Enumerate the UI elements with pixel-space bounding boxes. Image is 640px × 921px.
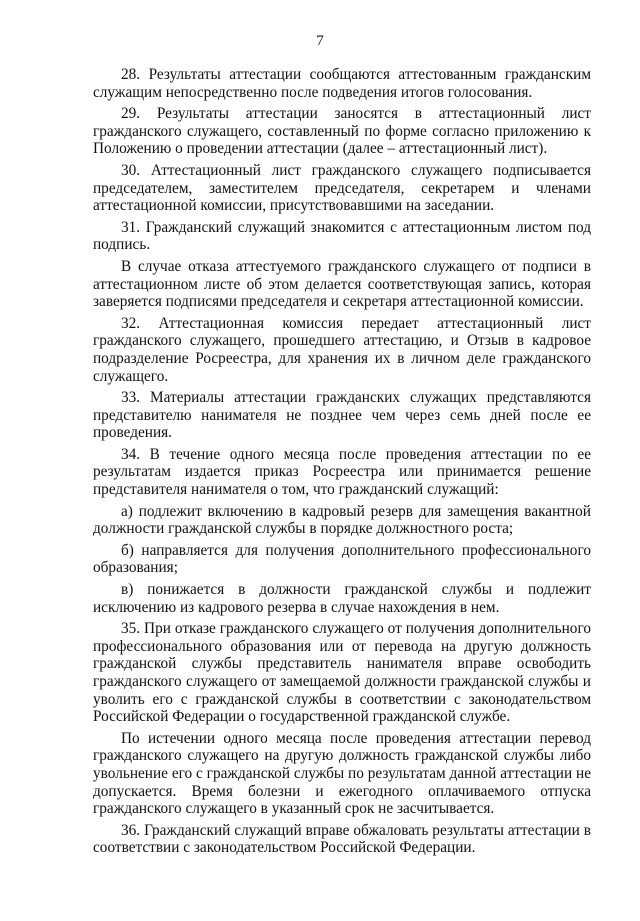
paragraph-28: 28. Результаты аттестации сообщаются аттестованным гражданским служащим непосредственно после подведения итогов голосования. [93, 66, 591, 101]
paragraph-34-b: б) направляется для получения дополнительного профессионального образования; [93, 541, 591, 577]
document-body [93, 66, 591, 857]
paragraph-34-v: в) понижается в должности гражданской службы и подлежит исключению из кадрового резерва в случае нахождения в нем. [93, 581, 591, 616]
paragraph-33: 33. Материалы аттестации гражданских служащих представляются представителю нанимателя не позднее чем через семь дней после ее проведения. [93, 389, 591, 442]
paragraph-35: 35. При отказе гражданского служащего от получения дополнительного профессионального образования или от перевода на другую должность гражданской службы представитель нанимателя вправе освободить гражданского служащего от замещаемой должности гражданской службы и уволить его с гражданской службы в соответствии с законодательством Российской Федерации о государственной гражданской службе. [93, 620, 591, 726]
paragraph-30: 30. Аттестационный лист гражданского служащего подписывается председателем, заместителем председателя, секретарем и членами аттестационной комиссии, присутствовавшими на заседании. [93, 161, 591, 215]
page-number: 7 [316, 33, 324, 49]
paragraph-29: 29. Результаты аттестации заносятся в аттестационный лист гражданского служащего, составленный по форме согласно приложению к Положению о проведении аттестации (далее – аттестационный лист). [93, 105, 591, 158]
paragraph-34-a: а) подлежит включению в кадровый резерв для замещения вакантной должности гражданской службы в порядке должностного роста; [93, 502, 591, 538]
paragraph-35-transfer: По истечении одного месяца после проведения аттестации перевод гражданского служащего на другую должность гражданской службы либо увольнение его с гражданской службы по результатам данной аттестации не допускается. Время болезни и ежегодного оплачиваемого отпуска гражданского служащего в указанный срок не засчитывается. [93, 729, 591, 818]
paragraph-36: 36. Гражданский служащий вправе обжаловать результаты аттестации в соответствии с законодательством Российской Федерации. [93, 821, 591, 857]
paragraph-32: 32. Аттестационная комиссия передает аттестационный лист гражданского служащего, прошедшего аттестацию, и Отзыв в кадровое подразделение Росреестра, для хранения их в личном деле гражданского служащего. [93, 314, 591, 385]
paragraph-31: 31. Гражданский служащий знакомится с аттестационным листом под подпись. [93, 218, 591, 254]
paragraph-34: 34. В течение одного месяца после проведения аттестации по ее результатам издается приказ Росреестра или принимается решение представителя нанимателя о том, что гражданский служащий: [93, 445, 591, 499]
paragraph-31-refusal: В случае отказа аттестуемого гражданского служащего от подписи в аттестационном листе об этом делается соответствующая запись, которая заверяется подписями председателя и секретаря аттестационной комиссии. [93, 257, 591, 311]
